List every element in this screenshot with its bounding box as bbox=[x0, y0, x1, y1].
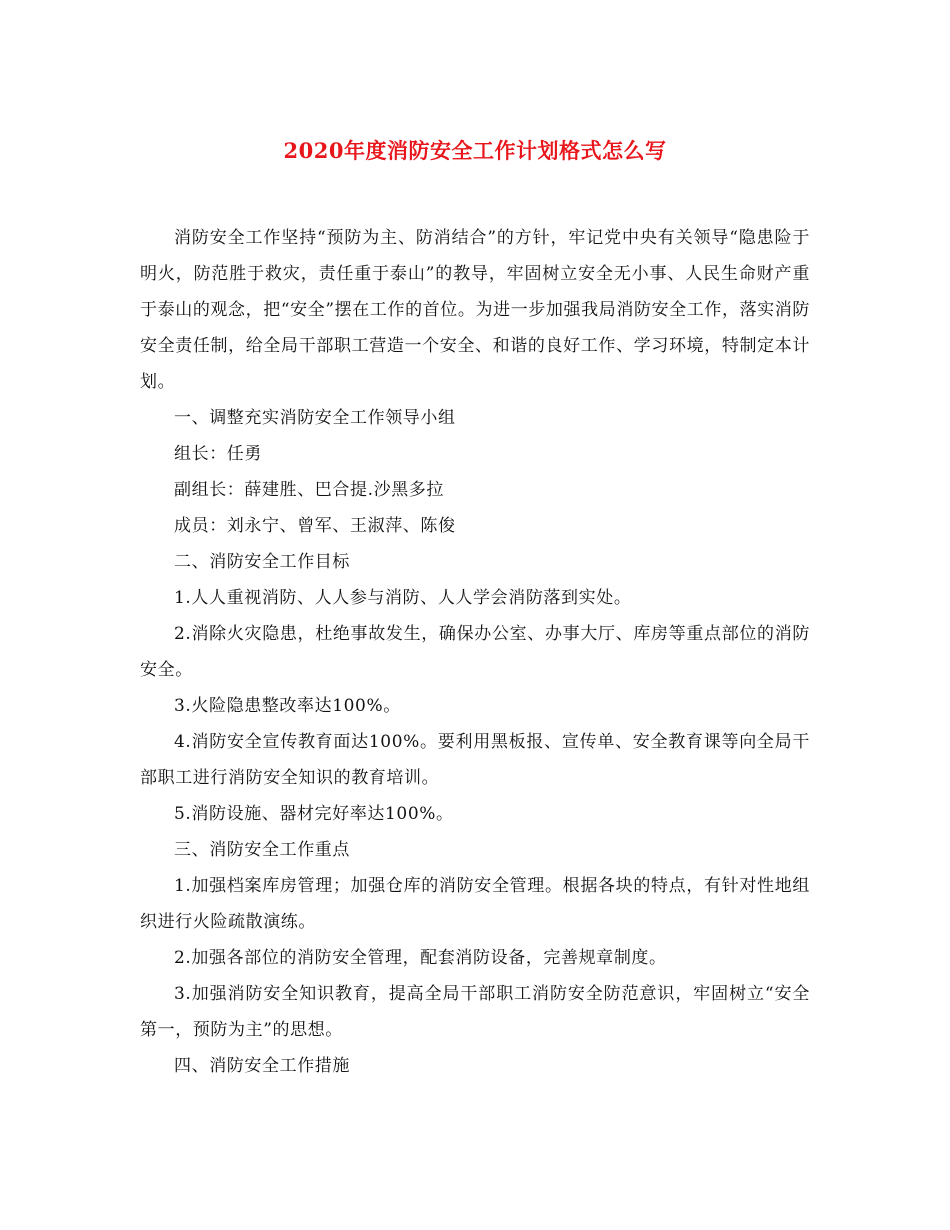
section-heading-4: 四、消防安全工作措施 bbox=[174, 1056, 350, 1076]
goal-item-3: 3.火险隐患整改率达100%。 bbox=[174, 696, 401, 716]
paragraph-members: 成员：刘永宁、曾军、王淑萍、陈俊 bbox=[174, 516, 456, 536]
goal-item-2: 2.消除火灾隐患，杜绝事故发生，确保办公室、办事大厅、库房等重点部位的消防安全。 bbox=[140, 624, 810, 680]
focus-item-2: 2.加强各部位的消防安全管理，配套消防设备，完善规章制度。 bbox=[174, 948, 667, 968]
goal-item-4: 4.消防安全宣传教育面达100%。要利用黑板报、宣传单、安全教育课等向全局干部职工进行消防安全知识的教育培训。 bbox=[140, 732, 810, 788]
section-heading-2: 二、消防安全工作目标 bbox=[174, 552, 350, 572]
goal-item-1: 1.人人重视消防、人人参与消防、人人学会消防落到实处。 bbox=[174, 588, 632, 608]
paragraph-intro: 消防安全工作坚持“预防为主、防消结合”的方针，牢记党中央有关领导“隐患险于明火，防范胜于救灾，责任重于泰山”的教导，牢固树立安全无小事、人民生命财产重于泰山的观念，把“安全”摆在工作的首位。为进一步加强我局消防安全工作，落实消防安全责任制，给全局干部职工营造一个安全、和谐的良好工作、学习环境，特制定本计划。 bbox=[140, 228, 810, 392]
paragraph-deputy-leaders: 副组长：薛建胜、巴合提.沙黑多拉 bbox=[174, 480, 445, 500]
section-heading-1: 一、调整充实消防安全工作领导小组 bbox=[174, 408, 456, 428]
document-title: 2020年度消防安全工作计划格式怎么写 bbox=[283, 138, 667, 163]
focus-item-1: 1.加强档案库房管理；加强仓库的消防安全管理。根据各块的特点，有针对性地组织进行火险疏散演练。 bbox=[140, 876, 810, 932]
section-heading-3: 三、消防安全工作重点 bbox=[174, 840, 350, 860]
focus-item-3: 3.加强消防安全知识教育，提高全局干部职工消防安全防范意识，牢固树立“安全第一，预防为主”的思想。 bbox=[140, 984, 810, 1040]
document-body bbox=[140, 220, 810, 1084]
paragraph-leader: 组长：任勇 bbox=[174, 444, 262, 464]
goal-item-5: 5.消防设施、器材完好率达100%。 bbox=[174, 804, 454, 824]
